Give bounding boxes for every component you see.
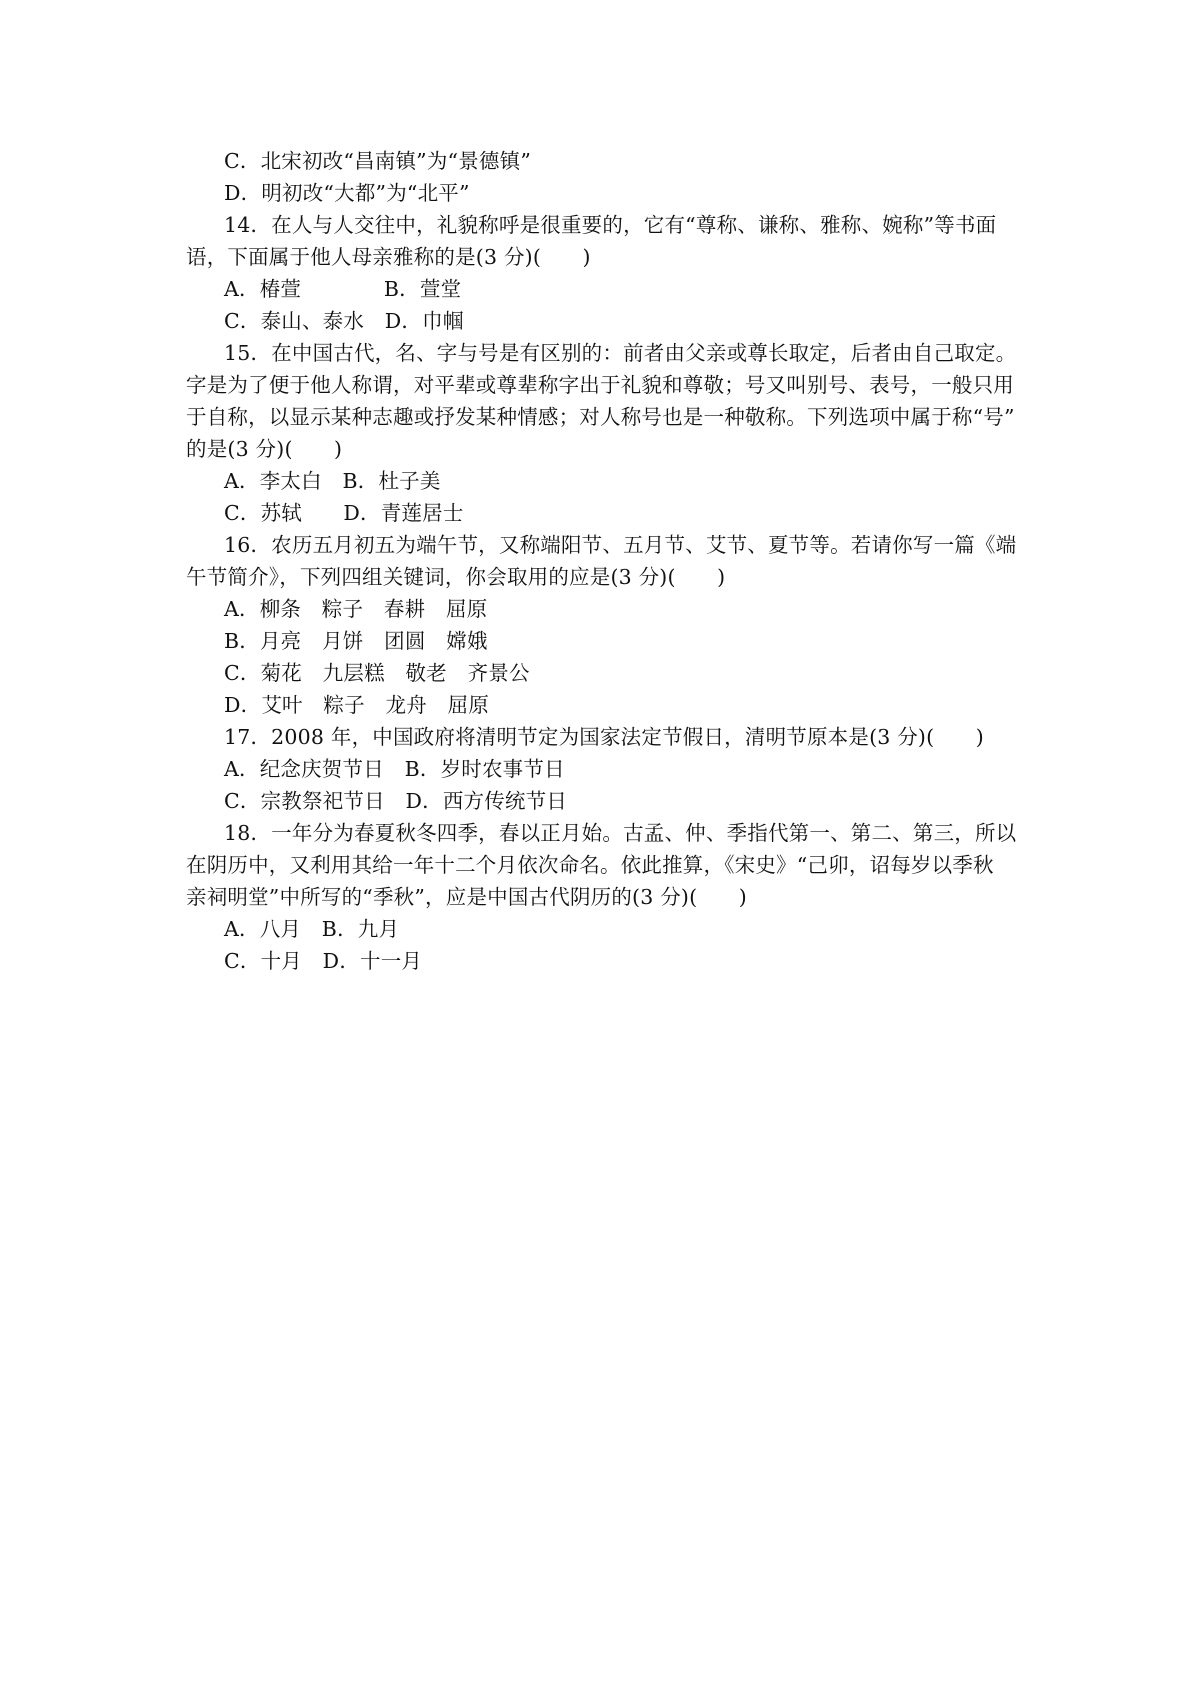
q14-options-ab: A．椿萱 B．萱堂 (224, 277, 462, 301)
q15-stem-line-1: 15．在中国古代，名、字与号是有区别的：前者由父亲或尊长取定，后者由自己取定。 (224, 341, 1017, 365)
q13-option-c: C．北宋初改“昌南镇”为“景德镇” (224, 149, 532, 173)
exam-questions (186, 145, 1026, 977)
q15-stem-line-2: 字是为了便于他人称谓，对平辈或尊辈称字出于礼貌和尊敬；号又叫别号、表号，一般只用 (186, 373, 1014, 397)
q15-stem-line-4: 的是(3 分)( ) (186, 437, 343, 461)
q18-options-ab: A．八月 B．九月 (224, 917, 400, 941)
q18-stem-line-3: 亲祠明堂”中所写的“季秋”，应是中国古代阴历的(3 分)( ) (186, 885, 747, 909)
q16-stem-line-2: 午节简介》，下列四组关键词，你会取用的应是(3 分)( ) (186, 565, 726, 589)
q14-options-cd: C．泰山、泰水 D．巾帼 (224, 309, 464, 333)
q18-stem-line-1: 18．一年分为春夏秋冬四季，春以正月始。古孟、仲、季指代第一、第二、第三，所以 (224, 821, 1017, 845)
q16-option-b: B．月亮 月饼 团圆 嫦娥 (224, 629, 488, 653)
q16-option-d: D．艾叶 粽子 龙舟 屈原 (224, 693, 490, 717)
q13-option-d: D．明初改“大都”为“北平” (224, 181, 470, 205)
q15-stem-line-3: 于自称，以显示某种志趣或抒发某种情感；对人称号也是一种敬称。下列选项中属于称“号” (186, 405, 1015, 429)
q14-stem-line-2: 语，下面属于他人母亲雅称的是(3 分)( ) (186, 245, 591, 269)
q14-stem-line-1: 14．在人与人交往中，礼貌称呼是很重要的，它有“尊称、谦称、雅称、婉称”等书面 (224, 213, 997, 237)
q17-options-cd: C．宗教祭祀节日 D．西方传统节日 (224, 789, 568, 813)
q15-options-ab: A．李太白 B．杜子美 (224, 469, 441, 493)
q16-option-c: C．菊花 九层糕 敬老 齐景公 (224, 661, 530, 685)
q16-option-a: A．柳条 粽子 春耕 屈原 (224, 597, 488, 621)
q17-options-ab: A．纪念庆贺节日 B．岁时农事节日 (224, 757, 565, 781)
q18-stem-line-2: 在阴历中，又利用其给一年十二个月依次命名。依此推算，《宋史》“己卯，诏每岁以季秋 (186, 853, 994, 877)
q17-stem: 17．2008 年，中国政府将清明节定为国家法定节假日，清明节原本是(3 分)( ) (224, 725, 984, 749)
q15-options-cd: C．苏轼 D．青莲居士 (224, 501, 464, 525)
q16-stem-line-1: 16．农历五月初五为端午节，又称端阳节、五月节、艾节、夏节等。若请你写一篇《端 (224, 533, 1017, 557)
q18-options-cd: C．十月 D．十一月 (224, 949, 423, 973)
